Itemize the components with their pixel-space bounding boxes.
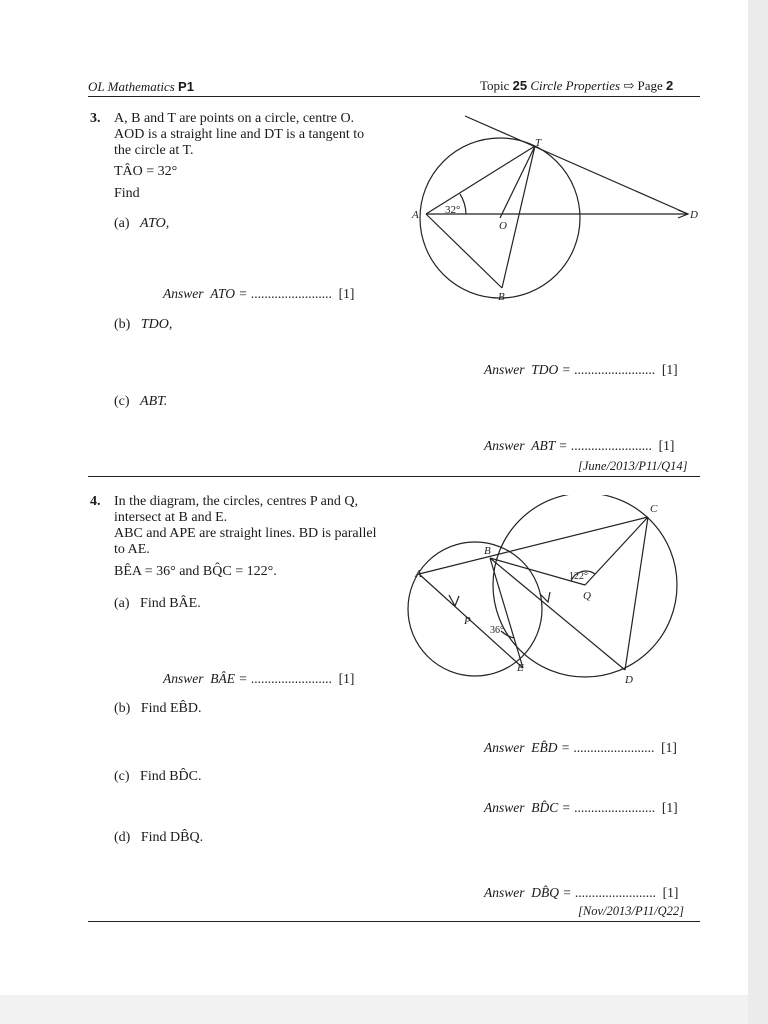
q4-ans-b-label: EB̂D = <box>531 740 570 755</box>
parallel-arrow-icon <box>449 595 459 606</box>
q4-label-B: B <box>484 545 491 557</box>
q3-label-O: O <box>499 220 507 232</box>
q4-label-Q: Q <box>583 590 591 602</box>
answer-line: ........................ <box>573 740 655 755</box>
q4-answer-word: Answer <box>484 800 525 815</box>
q3-reference: [June/2013/P11/Q14] <box>578 459 688 473</box>
answer-line: ........................ <box>250 671 332 686</box>
q4-answer-a <box>163 671 354 687</box>
q3-tangent-line <box>465 116 688 214</box>
q3-ans-b-label: TDO = <box>531 362 571 377</box>
q4-d-label: (d) <box>114 830 131 845</box>
arrow-icon: ⇨ <box>623 78 635 93</box>
q3-a-text: ATO, <box>140 216 170 231</box>
line-QC <box>585 517 648 585</box>
q4-label-A: A <box>415 568 422 580</box>
q4-answer-word: Answer <box>484 885 525 900</box>
mark-label: [1] <box>338 671 355 686</box>
mark-label: [1] <box>661 740 677 755</box>
q3-part-c <box>114 394 167 410</box>
q4-line1: In the diagram, the circles, centres P and Q, <box>114 494 359 509</box>
q3-answer-b <box>484 362 678 378</box>
header-subject: OL Mathematics <box>88 79 175 94</box>
q3-b-text: TDO, <box>140 317 173 332</box>
q4-d-text: Find DB̂Q. <box>140 830 204 845</box>
q4-part-b <box>114 701 202 717</box>
q4-label-P: P <box>464 615 471 627</box>
q4-reference: [Nov/2013/P11/Q22] <box>578 904 685 918</box>
q4-ans-a-label: BÂE = <box>210 671 248 686</box>
q4-b-label: (b) <box>114 701 131 716</box>
header-page-number: 2 <box>666 78 674 93</box>
q3-a-label: (a) <box>114 216 130 231</box>
header-topic-number: 25 <box>512 78 528 93</box>
q3-circle-diagram <box>400 110 700 320</box>
q4-angle-122-label: 122° <box>569 571 588 582</box>
q4-answer-b <box>484 740 677 756</box>
q3-line3: the circle at T. <box>114 143 194 158</box>
header-rule <box>88 96 700 97</box>
q3-answer-word: Answer <box>163 286 204 301</box>
q3-label-A: A <box>412 209 419 221</box>
q4-a-text: Find BÂE. <box>140 596 201 611</box>
q3-line2: AOD is a straight line and DT is a tangent to <box>114 127 365 142</box>
q3-c-text: ABT. <box>140 394 168 409</box>
header-right <box>480 78 673 94</box>
line-BE <box>490 558 523 668</box>
q3-label-D: D <box>690 209 698 221</box>
q3-angle-label: 32° <box>445 204 461 216</box>
q4-number: 4. <box>90 494 101 509</box>
q4-ans-c-label: BD̂C = <box>531 800 571 815</box>
answer-line: ........................ <box>574 800 656 815</box>
q4-answer-word: Answer <box>484 740 525 755</box>
q3-b-label: (b) <box>114 317 131 332</box>
header-page-label: Page <box>637 78 663 93</box>
q3-ans-c-label: ABT = <box>531 438 568 453</box>
page-bottom-margin <box>0 995 748 1024</box>
q3-divider <box>88 476 700 477</box>
q3-label-B: B <box>498 291 505 303</box>
q4-answer-c <box>484 800 678 816</box>
q4-line3: ABC and APE are straight lines. BD is parallel <box>114 526 377 541</box>
header-topic-word: Topic <box>480 78 510 93</box>
header-left <box>88 79 194 95</box>
q4-label-C: C <box>650 503 658 515</box>
page-edge <box>748 0 768 1024</box>
circle-P <box>408 542 542 676</box>
answer-line: ........................ <box>570 438 652 453</box>
q4-a-label: (a) <box>114 596 130 611</box>
q4-angle-36-label: 36° <box>490 625 504 636</box>
q3-answer-c <box>484 438 674 454</box>
q4-given: BÊA = 36° and BQ̂C = 122°. <box>114 564 277 579</box>
q3-find: Find <box>114 186 140 201</box>
circle-Q <box>493 495 677 677</box>
mark-label: [1] <box>662 885 679 900</box>
line-BD <box>490 558 625 670</box>
q4-two-circles-diagram <box>395 495 695 690</box>
answer-line: ........................ <box>574 362 656 377</box>
q3-angle-arc <box>460 194 466 214</box>
q4-c-text: Find BD̂C. <box>140 769 202 784</box>
q3-label-T: T <box>535 137 542 149</box>
q3-given: TÂO = 32° <box>114 164 178 179</box>
q4-answer-d <box>484 885 678 901</box>
q4-answer-word: Answer <box>163 671 204 686</box>
q3-line1: A, B and T are points on a circle, centre O. <box>114 111 355 126</box>
line-APE <box>419 574 523 668</box>
mark-label: [1] <box>338 286 355 301</box>
q4-part-a <box>114 596 201 612</box>
q4-line4: to AE. <box>114 542 150 557</box>
mark-label: [1] <box>661 800 678 815</box>
q4-ans-d-label: DB̂Q = <box>531 885 572 900</box>
mark-label: [1] <box>658 438 675 453</box>
q3-ans-a-label: ATO = <box>210 286 248 301</box>
q4-label-D: D <box>625 674 633 686</box>
q3-part-b <box>114 317 172 333</box>
q3-chord-AB <box>426 214 502 288</box>
q3-c-label: (c) <box>114 394 130 409</box>
q3-chord-BT <box>502 146 535 288</box>
q4-c-label: (c) <box>114 769 130 784</box>
q3-answer-a <box>163 286 354 302</box>
line-CD <box>625 517 648 670</box>
q3-answer-word: Answer <box>484 362 525 377</box>
q3-answer-word: Answer <box>484 438 525 453</box>
q4-b-text: Find EB̂D. <box>140 701 202 716</box>
answer-line: ........................ <box>574 885 656 900</box>
q3-number: 3. <box>90 111 101 126</box>
answer-line: ........................ <box>250 286 332 301</box>
mark-label: [1] <box>661 362 678 377</box>
q4-label-E: E <box>517 662 524 674</box>
q4-part-c <box>114 769 202 785</box>
q4-divider <box>88 921 700 922</box>
q3-part-a <box>114 216 169 232</box>
q4-line2: intersect at B and E. <box>114 510 228 525</box>
header-topic-name: Circle Properties <box>530 78 621 93</box>
header-paper: P1 <box>178 79 194 94</box>
q4-part-d <box>114 830 203 846</box>
